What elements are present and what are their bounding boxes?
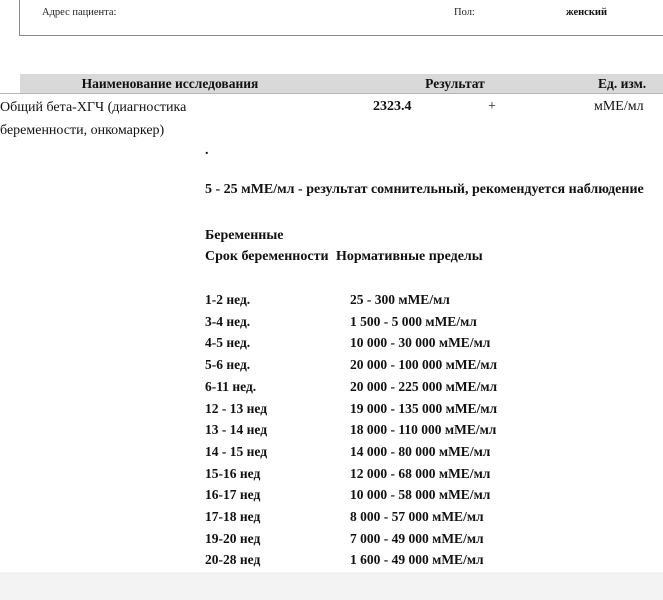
reference-range: 20 000 - 225 000 мМЕ/мл (350, 378, 498, 394)
result-flag: + (488, 99, 496, 114)
reference-note: 5 - 25 мМЕ/мл - результат сомнительный, рекомендуется наблюдение (205, 182, 644, 197)
reference-term: 16-17 нед (205, 487, 261, 503)
reference-range: 1 600 - 49 000 мМЕ/мл (350, 552, 484, 568)
reference-col-term: Срок беременности (205, 249, 329, 264)
patient-sex-label: Пол: (454, 7, 475, 18)
reference-term: 17-18 нед (205, 509, 261, 524)
patient-address-label: Адрес пациента: (42, 7, 117, 18)
reference-term: 15-16 нед (205, 465, 261, 481)
reference-term: 14 - 15 нед (205, 443, 268, 459)
reference-col-limits: Нормативные пределы (336, 249, 483, 264)
patient-sex-value: женский (566, 7, 607, 18)
pregnant-title: Беременные (205, 228, 284, 243)
reference-range: 18 000 - 110 000 мМЕ/мл (350, 422, 497, 438)
reference-range: 20 000 - 100 000 мМЕ/мл (350, 357, 498, 373)
reference-range: 19 000 - 135 000 мМЕ/мл (350, 400, 498, 416)
reference-range: 10 000 - 30 000 мМЕ/мл (350, 335, 491, 351)
reference-term: 6-11 нед. (205, 378, 257, 394)
reference-range: 14 000 - 80 000 мМЕ/мл (350, 443, 491, 459)
column-header-name: Наименование исследования (20, 74, 320, 93)
column-header-unit: Ед. изм. (590, 74, 663, 93)
reference-range: 12 000 - 68 000 мМЕ/мл (350, 465, 491, 481)
reference-range: 25 - 300 мМЕ/мл (350, 292, 450, 307)
reference-term: 12 - 13 нед (205, 400, 268, 416)
reference-term: 3-4 нед. (205, 313, 251, 329)
reference-term: 20-28 нед (205, 552, 261, 568)
result-unit: мМЕ/мл (594, 99, 644, 114)
reference-range: 7 000 - 49 000 мМЕ/мл (350, 530, 484, 546)
reference-term: 13 - 14 нед (205, 422, 268, 438)
header-divider (0, 93, 663, 94)
reference-range: 1 500 - 5 000 мМЕ/мл (350, 313, 477, 329)
reference-range: 8 000 - 57 000 мМЕ/мл (350, 509, 484, 524)
reference-dot: . (205, 143, 209, 158)
test-name: Общий бета-ХГЧ (диагностика беременности, онкомаркер) (0, 100, 187, 138)
column-header-result: Результат (320, 74, 590, 93)
reference-term: 1-2 нед. (205, 292, 251, 307)
reference-term: 4-5 нед. (205, 335, 251, 351)
result-value: 2323.4 (373, 99, 412, 114)
reference-range: 10 000 - 58 000 мМЕ/мл (350, 487, 491, 503)
patient-info-box (19, 0, 663, 36)
reference-term: 5-6 нед. (205, 357, 251, 373)
reference-term: 19-20 нед (205, 530, 261, 546)
